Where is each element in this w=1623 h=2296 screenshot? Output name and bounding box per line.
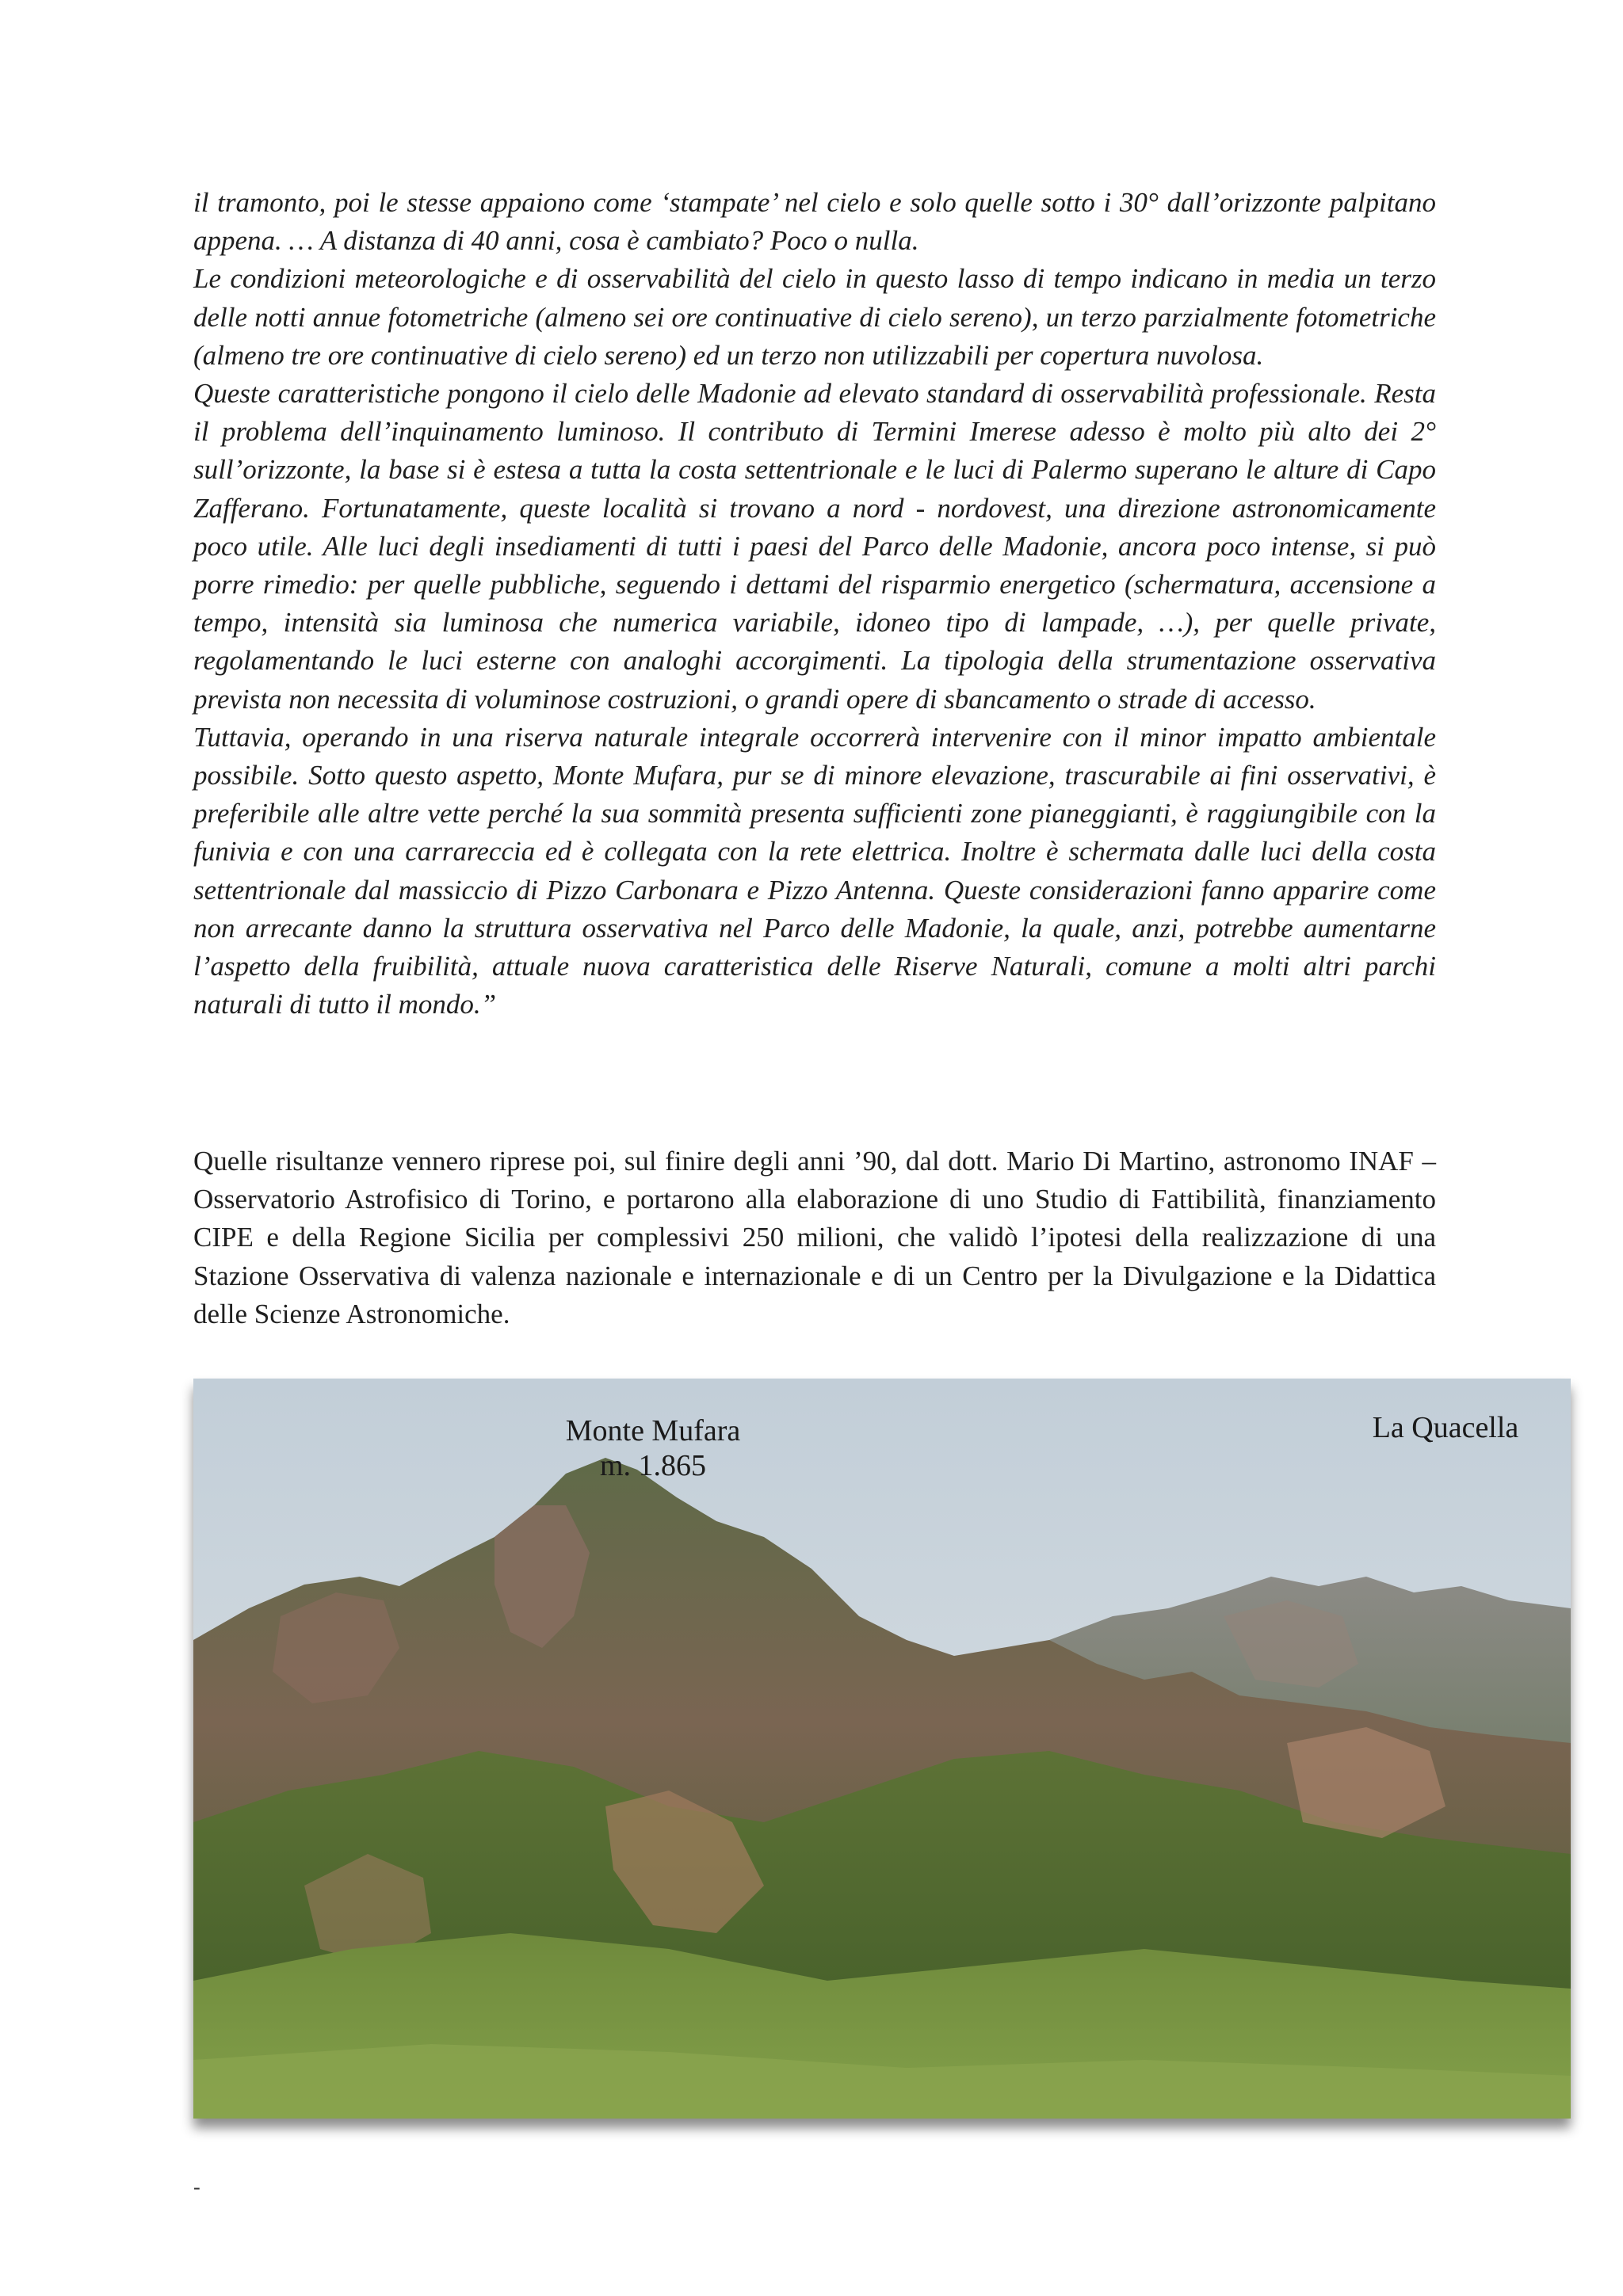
page-number-mark: - [193,2176,200,2199]
body-paragraph: Quelle risultanze vennero riprese poi, sul finire degli anni ’90, dal dott. Mario Di Martino, astronomo INAF – Osservatorio Astrofisico di Torino, e portarono alla elaborazione di uno Studio di Fattibilità, finanziamento CIPE e della Regione Sicilia per complessivi 250 milioni, che validò l’ipotesi della realizzazione di una Stazione Osservativa di valenza nazionale e internazionale e di un Centro per la Divulgazione e la Didattica delle Scienze Astronomiche. [193,1146,1436,1329]
monte-mufara-name: Monte Mufara [565,1414,741,1447]
quote-paragraph-3: Queste caratteristiche pongono il cielo delle Madonie ad elevato standard di osservabilità professionale. Resta il problema dell’inquinamento luminoso. Il contributo di Termini Imerese adesso è molto più alto dei 2° sull’orizzonte, la base si è estesa a tutta la costa settentrionale e le luci di Palermo superano le alture di Capo Zafferano. Fortunatamente, queste località si trovano a nord - nordovest, una direzione astronomicamente poco utile. Alle luci degli insediamenti di tutti i paesi del Parco delle Madonie, ancora poco intense, si può porre rimedio: per quelle pubbliche, seguendo i dettami del risparmio energetico (schermatura, accensione a tempo, intensità sia luminosa che numerica variabile, idoneo tipo di lampade, …), per quelle private, regolamentando le luci esterne con analoghi accorgimenti. La tipologia della strumentazione osservativa prevista non necessita di voluminose costruzioni, o grandi opere di sbancamento o strade di accesso. [193,378,1436,715]
quote-paragraph-2: Le condizioni meteorologiche e di osservabilità del cielo in questo lasso di tempo indicano in media un terzo delle notti annue fotometriche (almeno sei ore continuative di cielo sereno), un terzo parzialmente fotometriche (almeno tre ore continuative di cielo sereno) ed un terzo non utilizzabili per copertura nuvolosa. [193,263,1436,371]
quoted-text [193,184,1436,1024]
quote-paragraph-1: il tramonto, poi le stesse appaiono come ‘stampate’ nel cielo e solo quelle sotto i 30° dall’orizzonte palpitano appena. … A distanza di 40 anni, cosa è cambiato? Poco o nulla. [193,187,1436,257]
mountain-photo [193,1379,1571,2119]
mountain-landscape-image [193,1379,1571,2119]
quote-paragraph-4: Tuttavia, operando in una riserva naturale integrale occorrerà intervenire con il minor impatto ambientale possibile. Sotto questo aspetto, Monte Mufara, pur se di minore elevazione, trascurabile ai fini osservativi, è preferibile alle altre vette perché la sua sommità presenta sufficienti zone pianeggianti, è raggiungibile con la funivia e con una carrareccia ed è collegata con la rete elettrica. Inoltre è schermata dalle luci della costa settentrionale dal massiccio di Pizzo Carbonara e Pizzo Antenna. Queste considerazioni fanno apparire come non arrecante danno la struttura osservativa nel Parco delle Madonie, la quale, anzi, potrebbe aumentarne l’aspetto della fruibilità, attuale nuova caratteristica delle Riserve Naturali, comune a molti altri parchi naturali di tutto il mondo.” [193,721,1436,1020]
body-text [193,1142,1436,1333]
monte-mufara-elevation: m. 1.865 [599,1449,707,1482]
la-quacella-label: La Quacella [1372,1411,1519,1444]
monte-mufara-label [534,1413,772,1483]
